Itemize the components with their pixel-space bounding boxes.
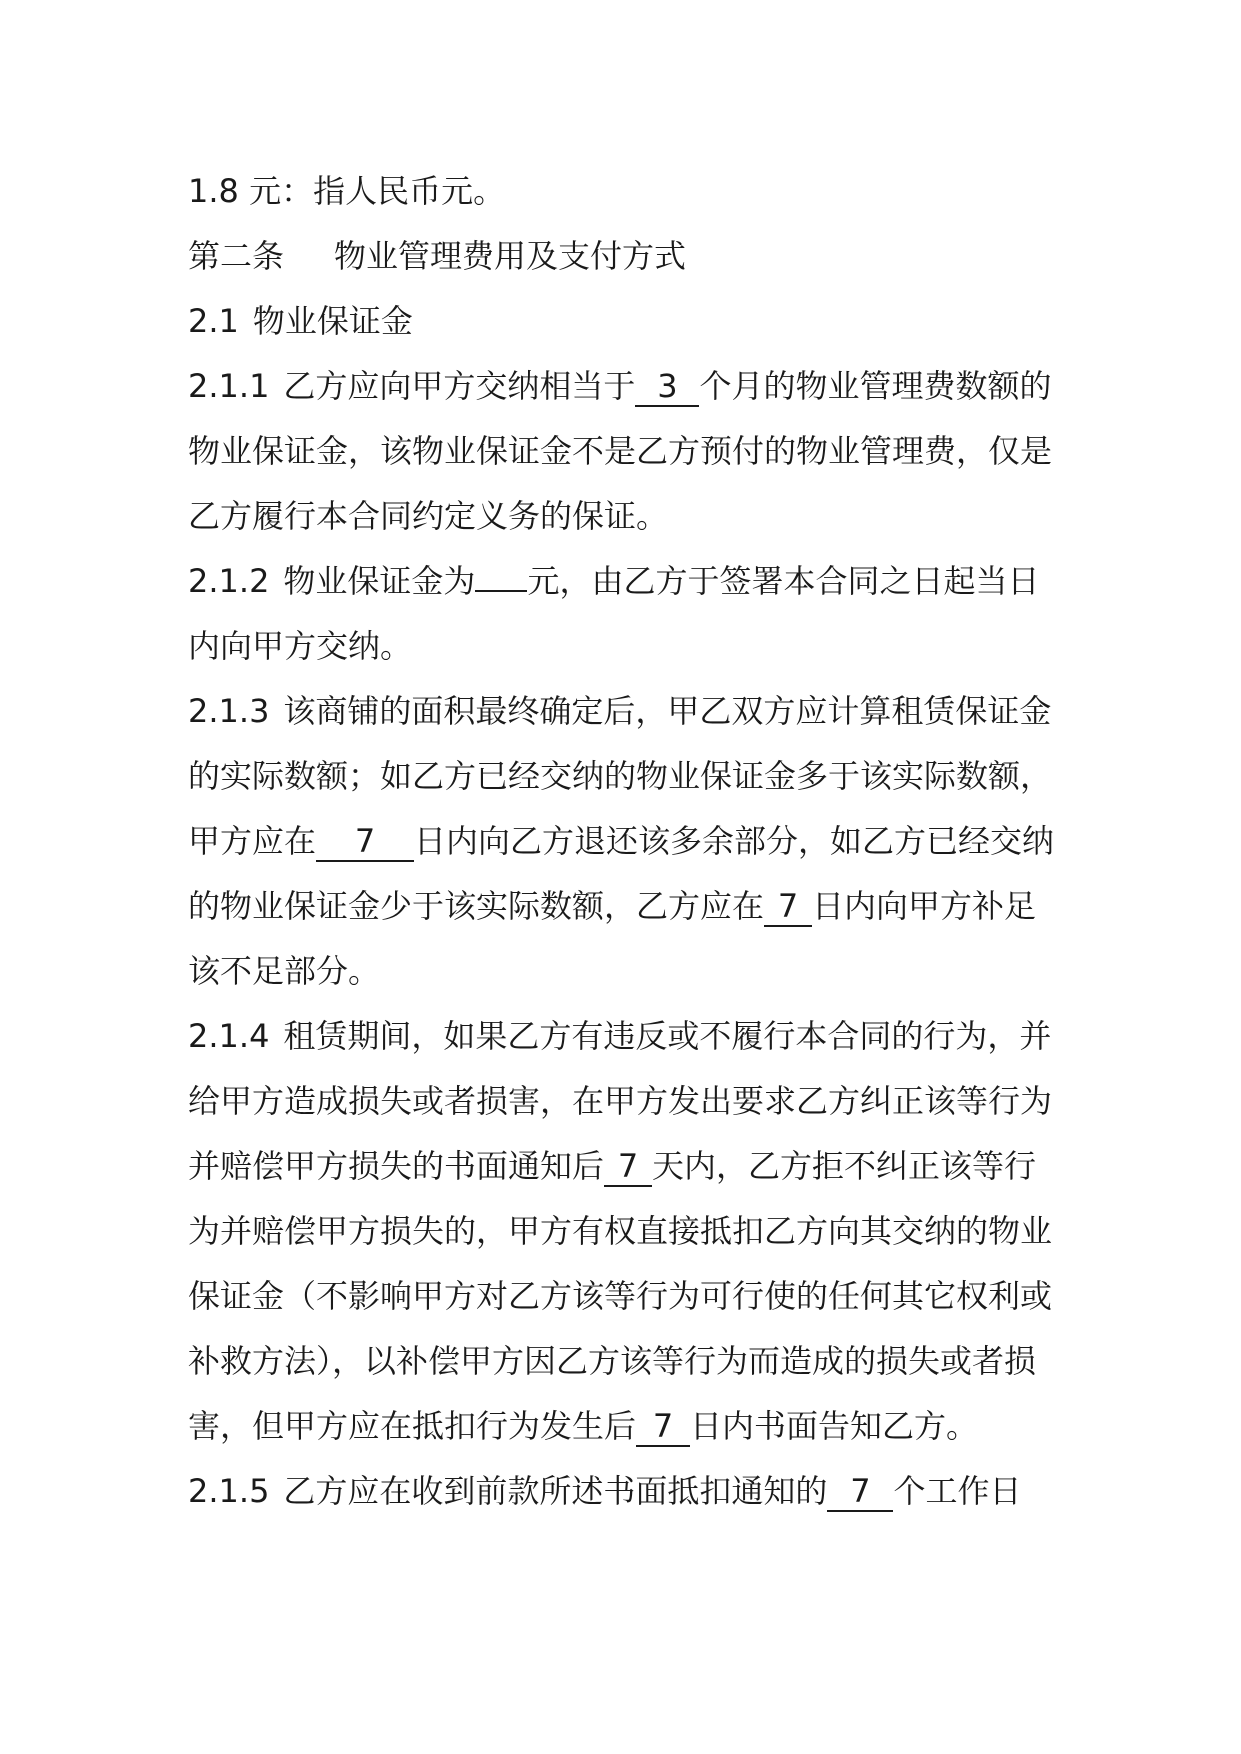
clause-2-1-2 — [188, 549, 1068, 679]
clause-number: 2.1.3 — [188, 692, 270, 730]
article-label: 第二条 — [188, 237, 285, 275]
clause-text: 元，由乙方于签署本合同之日起当日内向甲方交纳。 — [188, 562, 1040, 665]
clause-number: 2.1.1 — [188, 367, 270, 405]
section-2-1-heading — [188, 289, 1068, 354]
clause-text: 物业保证金为 — [283, 562, 476, 600]
clause-text: 个工作日 — [893, 1472, 1022, 1510]
clause-text: 日内向甲方补足该不足部分。 — [188, 887, 1037, 990]
fill-blank-topup-days: 7 — [764, 887, 812, 927]
clause-number: 2.1.2 — [188, 562, 270, 600]
clause-number: 2.1.5 — [188, 1472, 270, 1510]
clause-text: 该商铺的面积最终确定后，甲乙双方应计算租赁保证金的实际数额；如乙方已经交纳的物业保证金多于该实际数额，甲方应在 — [188, 692, 1053, 860]
fill-blank-notice-days: 7 — [604, 1147, 652, 1187]
fill-blank-months: 3 — [635, 367, 699, 407]
article-title: 物业管理费用及支付方式 — [334, 237, 687, 275]
clause-text: 个月的物业管理费数额的物业保证金，该物业保证金不是乙方预付的物业管理费，仅是乙方履行本合同约定义务的保证。 — [188, 367, 1053, 535]
fill-blank-workdays: 7 — [827, 1472, 893, 1512]
clause-2-1-1 — [188, 354, 1068, 549]
clause-text: 租赁期间，如果乙方有违反或不履行本合同的行为，并给甲方造成损失或者损害，在甲方发出要求乙方纠正该等行为并赔偿甲方损失的书面通知后 — [188, 1017, 1053, 1185]
document-body — [188, 159, 1068, 1524]
clause-number: 2.1.4 — [188, 1017, 270, 1055]
clause-text: 乙方应向甲方交纳相当于 — [283, 367, 636, 405]
article-2-heading — [188, 224, 1068, 289]
fill-blank-refund-days: 7 — [316, 822, 414, 862]
fill-blank-inform-days: 7 — [636, 1407, 690, 1447]
fill-blank-amount — [475, 590, 527, 592]
clause-2-1-4 — [188, 1004, 1068, 1459]
clause-1-8-text: 1.8 元：指人民币元。 — [188, 172, 506, 210]
clause-1-8 — [188, 159, 1068, 224]
clause-2-1-3 — [188, 679, 1068, 1004]
section-title: 物业保证金 — [252, 302, 413, 340]
clause-text: 天内，乙方拒不纠正该等行为并赔偿甲方损失的，甲方有权直接抵扣乙方向其交纳的物业保证金（不影响甲方对乙方该等行为可行使的任何其它权利或补救方法），以补偿甲方因乙方该等行为而造成的损失或者损害，但甲方应在抵扣行为发生后 — [188, 1147, 1053, 1445]
section-number: 2.1 — [188, 302, 239, 340]
clause-text: 乙方应在收到前款所述书面抵扣通知的 — [283, 1472, 828, 1510]
clause-text: 日内书面告知乙方。 — [690, 1407, 979, 1445]
clause-text: 日内向乙方退还该多余部分，如乙方已经交纳的物业保证金少于该实际数额，乙方应在 — [188, 822, 1055, 925]
clause-2-1-5 — [188, 1459, 1068, 1524]
